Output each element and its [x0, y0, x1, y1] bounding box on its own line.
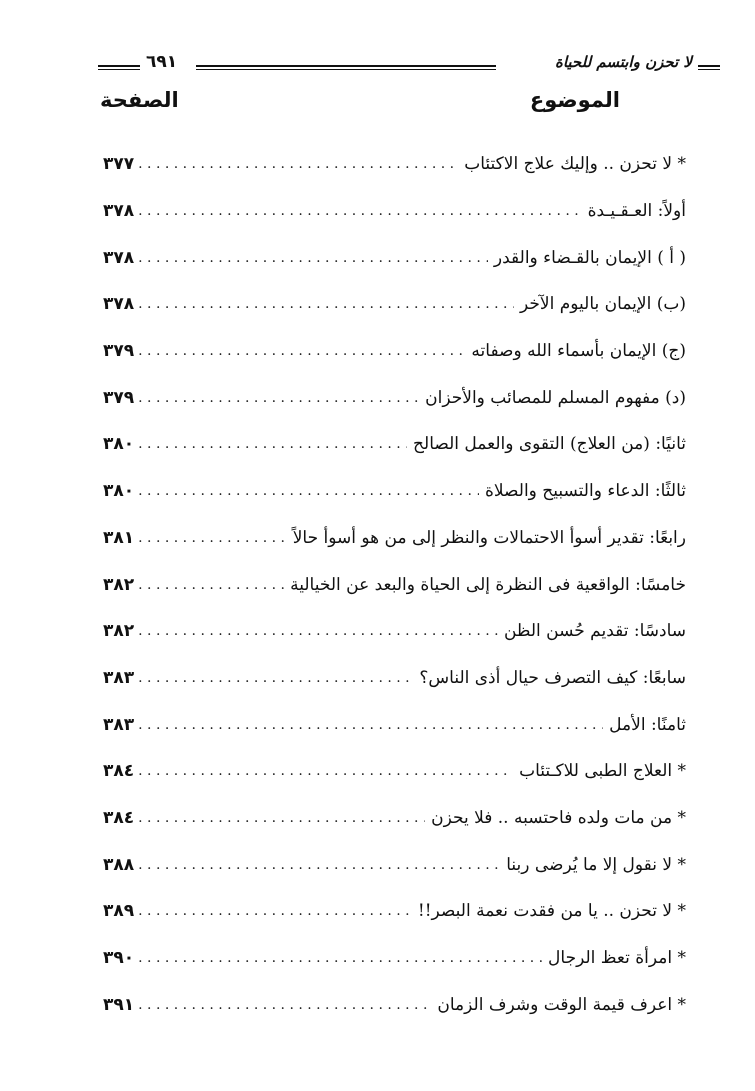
toc-entry [103, 188, 686, 235]
toc-entry-title: * لا نقول إلا ما يُرضى ربنا [506, 854, 686, 875]
dot-leader [138, 341, 465, 361]
toc-entry [103, 608, 686, 655]
toc-entry-page: ٣٨٠ [103, 481, 135, 502]
toc-entry [103, 374, 686, 421]
dot-leader [138, 294, 514, 314]
toc-entry-title: سابعًا: كيف التصرف حيال أذى الناس؟ [419, 667, 686, 688]
toc-entry-title: ثامنًا: الأمل [609, 714, 686, 735]
toc-entry-title: * اعرف قيمة الوقت وشرف الزمان [437, 994, 686, 1015]
toc-entry [103, 935, 686, 982]
column-headers [100, 88, 620, 122]
dot-leader [138, 201, 581, 221]
toc-entry-title: * امرأة تعظ الرجال [548, 948, 686, 969]
toc-entry-page: ٣٨٣ [103, 714, 135, 735]
toc-entry [103, 981, 686, 1028]
toc-entry-title: خامسًا: الواقعية فى النظرة إلى الحياة والبعد عن الخيالية [290, 574, 686, 595]
dot-leader [138, 855, 500, 875]
toc-entry [103, 748, 686, 795]
toc-entry-title: أولاً: العـقـيـدة [587, 201, 686, 222]
toc-entry-page: ٣٧٨ [103, 201, 135, 222]
toc-entry-title: ثالثًا: الدعاء والتسبيح والصلاة [484, 481, 686, 502]
toc-entry-title: * العلاج الطبى للاكـتئاب [519, 761, 686, 782]
toc-entry-title: رابعًا: تقدير أسوأ الاحتمالات والنظر إلى من هو أسوأ حالاً [292, 527, 686, 548]
toc-entry-page: ٣٧٨ [103, 294, 135, 315]
dot-leader [138, 575, 284, 595]
toc-entry [103, 701, 686, 748]
toc-entry-title: * لا تحزن .. يا من فقدت نعمة البصر!! [417, 901, 686, 922]
toc-entry-page: ٣٨٣ [103, 667, 135, 688]
toc-entry-title: (ب) الإيمان باليوم الآخر [520, 294, 686, 315]
toc-entry [103, 795, 686, 842]
toc-entry-title: * لا تحزن .. وإليك علاج الاكتئاب [464, 154, 686, 175]
dot-leader [138, 995, 431, 1015]
toc-entry-page: ٣٨٨ [103, 854, 135, 875]
toc-entry [103, 141, 686, 188]
page-column-header: الصفحة [100, 88, 179, 112]
dot-leader [138, 481, 479, 501]
dot-leader [138, 901, 412, 921]
toc-entry [103, 561, 686, 608]
header-page-number: ٦٩١ [146, 52, 178, 72]
header-rule-end [698, 65, 720, 70]
toc-entry-page: ٣٩١ [103, 994, 135, 1015]
toc-entry [103, 515, 686, 562]
running-title: لا تحزن وابتسم للحياة [554, 53, 692, 71]
dot-leader [138, 388, 419, 408]
toc-entry [103, 841, 686, 888]
toc-entry-title: سادسًا: تقديم حُسن الظن [503, 621, 686, 642]
toc-entry-page: ٣٨٠ [103, 434, 135, 455]
toc-entry [103, 421, 686, 468]
dot-leader [138, 154, 458, 174]
toc-entry [103, 655, 686, 702]
header-rule-middle [196, 65, 496, 70]
toc-entry [103, 281, 686, 328]
toc-entry-title: (د) مفهوم المسلم للمصائب والأحزان [425, 387, 686, 408]
toc-entry-title: ( أ ) الإيمان بالقـضاء والقدر [493, 247, 686, 268]
toc-entry-title: ثانيًا: (من العلاج) التقوى والعمل الصالح [413, 434, 686, 455]
toc-entry-page: ٣٨١ [103, 527, 135, 548]
dot-leader [138, 808, 425, 828]
toc-entry-title: * من مات ولده فاحتسبه .. فلا يحزن [431, 807, 686, 828]
toc-entry [103, 234, 686, 281]
toc-entry-page: ٣٧٩ [103, 341, 135, 362]
dot-leader [138, 434, 407, 454]
dot-leader [138, 948, 542, 968]
dot-leader [138, 248, 488, 268]
toc-entry-page: ٣٧٨ [103, 247, 135, 268]
toc-entry-page: ٣٨٩ [103, 901, 135, 922]
dot-leader [138, 761, 513, 781]
toc-entry-page: ٣٨٢ [103, 574, 135, 595]
dot-leader [138, 528, 287, 548]
dot-leader [138, 668, 413, 688]
toc-entry-page: ٣٧٩ [103, 387, 135, 408]
toc-entry-page: ٣٨٤ [103, 807, 135, 828]
toc-entry [103, 468, 686, 515]
page-header [98, 53, 720, 77]
toc-entry-title: (ج) الإيمان بأسماء الله وصفاته [471, 341, 686, 362]
dot-leader [138, 715, 603, 735]
toc-entry [103, 888, 686, 935]
toc-entry-page: ٣٩٠ [103, 948, 135, 969]
topic-column-header: الموضوع [529, 88, 620, 112]
toc-entry [103, 328, 686, 375]
table-of-contents [103, 141, 686, 1028]
dot-leader [138, 621, 498, 641]
toc-entry-page: ٣٨٤ [103, 761, 135, 782]
toc-entry-page: ٣٧٧ [103, 154, 135, 175]
toc-entry-page: ٣٨٢ [103, 621, 135, 642]
header-rule-left [98, 65, 140, 70]
